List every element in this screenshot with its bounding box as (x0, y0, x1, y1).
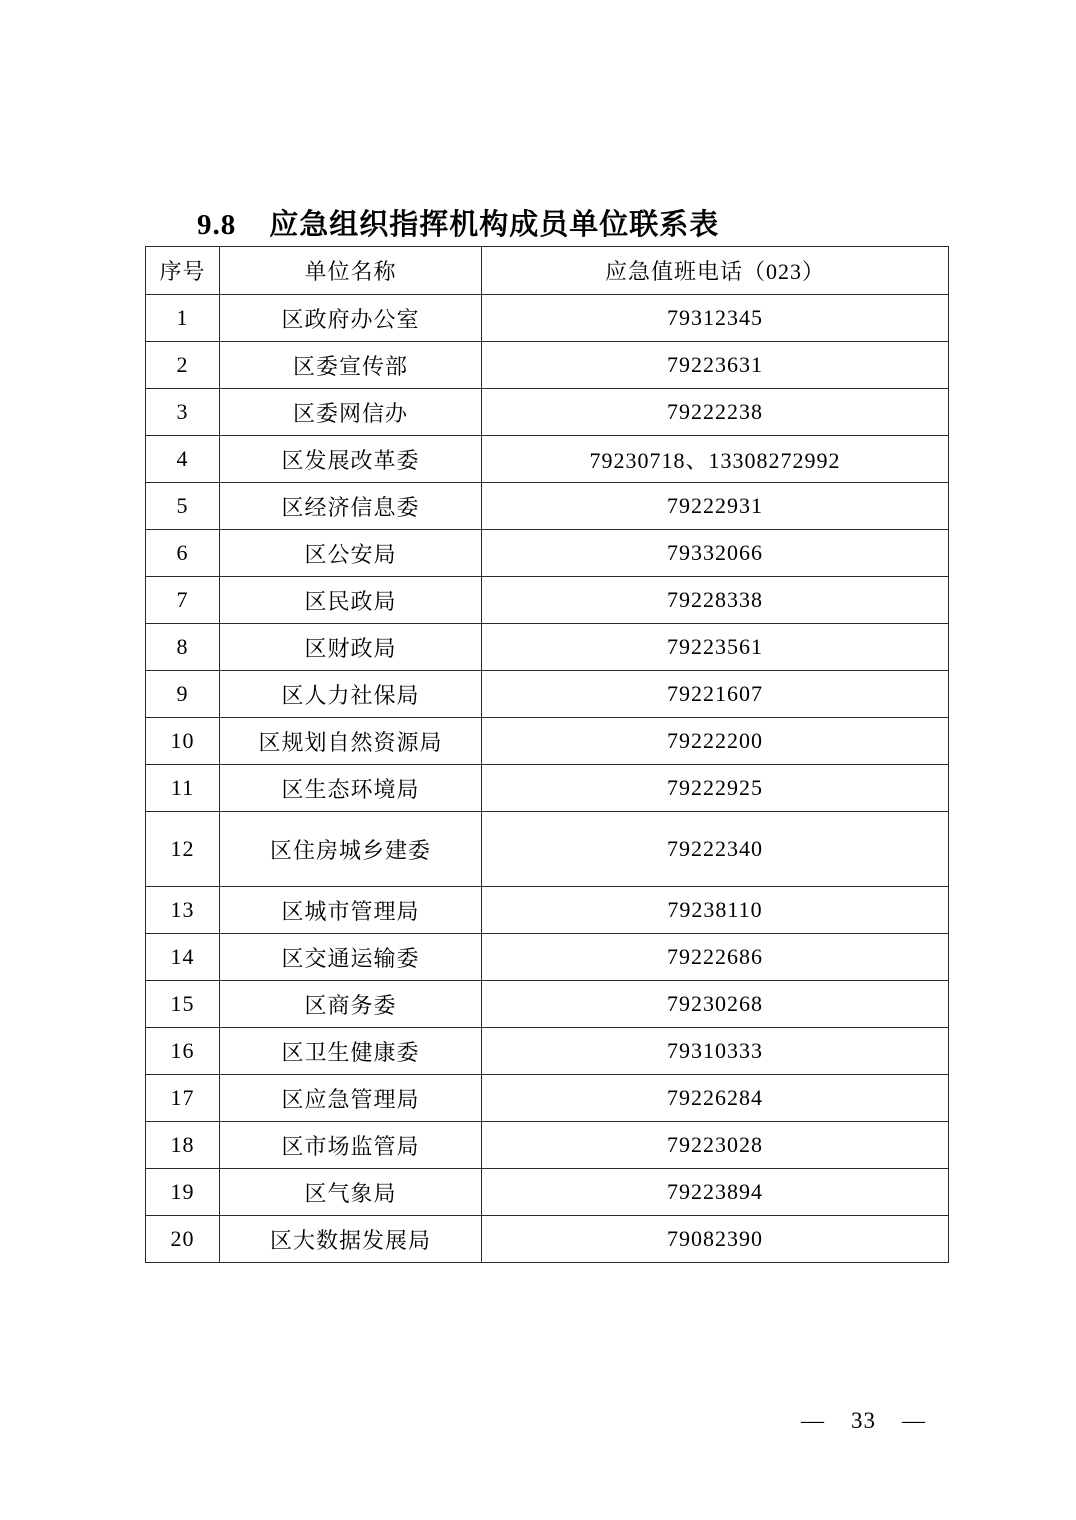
unit-name-cell: 区市场监管局 (220, 1122, 482, 1169)
unit-name-cell: 区应急管理局 (220, 1075, 482, 1122)
unit-name-cell: 区公安局 (220, 530, 482, 577)
phone-cell: 79223028 (482, 1122, 949, 1169)
table-row (146, 812, 949, 887)
phone-cell: 79310333 (482, 1028, 949, 1075)
row-number-cell: 9 (146, 671, 220, 718)
table-row (146, 887, 949, 934)
section-title: 应急组织指挥机构成员单位联系表 (269, 209, 720, 241)
table-row (146, 342, 949, 389)
row-number-cell: 7 (146, 577, 220, 624)
unit-name-cell: 区大数据发展局 (220, 1216, 482, 1263)
phone-cell: 79332066 (482, 530, 949, 577)
unit-name-cell: 区交通运输委 (220, 934, 482, 981)
unit-name-cell: 区民政局 (220, 577, 482, 624)
phone-cell: 79082390 (482, 1216, 949, 1263)
row-number-cell: 8 (146, 624, 220, 671)
phone-cell: 79223631 (482, 342, 949, 389)
unit-name-cell: 区委网信办 (220, 389, 482, 436)
row-number-cell: 18 (146, 1122, 220, 1169)
row-number-cell: 11 (146, 765, 220, 812)
footer-left-dash: — (801, 1408, 825, 1433)
phone-cell: 79222931 (482, 483, 949, 530)
unit-name-cell: 区商务委 (220, 981, 482, 1028)
section-number: 9.8 (197, 209, 237, 241)
page-footer (0, 1408, 1076, 1434)
phone-cell: 79222925 (482, 765, 949, 812)
unit-name-cell: 区财政局 (220, 624, 482, 671)
row-number-cell: 3 (146, 389, 220, 436)
row-number-cell: 17 (146, 1075, 220, 1122)
unit-name-cell: 区城市管理局 (220, 887, 482, 934)
row-number-cell: 5 (146, 483, 220, 530)
table-row (146, 389, 949, 436)
phone-cell: 79223561 (482, 624, 949, 671)
section-heading (197, 202, 719, 243)
page-number: 33 (851, 1408, 876, 1433)
row-number-cell: 20 (146, 1216, 220, 1263)
table-row (146, 981, 949, 1028)
table-row (146, 436, 949, 483)
row-number-cell: 15 (146, 981, 220, 1028)
unit-name-cell: 区委宣传部 (220, 342, 482, 389)
phone-cell: 79222200 (482, 718, 949, 765)
phone-cell: 79230268 (482, 981, 949, 1028)
table-row (146, 577, 949, 624)
header-cell-unit: 单位名称 (220, 247, 482, 295)
phone-cell: 79222340 (482, 812, 949, 887)
row-number-cell: 2 (146, 342, 220, 389)
table-row (146, 483, 949, 530)
table-row (146, 1216, 949, 1263)
table-row (146, 671, 949, 718)
table-row (146, 1028, 949, 1075)
table-row (146, 624, 949, 671)
row-number-cell: 12 (146, 812, 220, 887)
unit-name-cell: 区住房城乡建委 (220, 812, 482, 887)
row-number-cell: 14 (146, 934, 220, 981)
phone-cell: 79312345 (482, 295, 949, 342)
table-row (146, 718, 949, 765)
phone-cell: 79228338 (482, 577, 949, 624)
phone-cell: 79230718、13308272992 (482, 436, 949, 483)
table-body (146, 295, 949, 1263)
unit-name-cell: 区生态环境局 (220, 765, 482, 812)
table-row (146, 1122, 949, 1169)
table-row (146, 1169, 949, 1216)
unit-name-cell: 区经济信息委 (220, 483, 482, 530)
table-row (146, 765, 949, 812)
table-row (146, 934, 949, 981)
table-row (146, 295, 949, 342)
row-number-cell: 6 (146, 530, 220, 577)
footer-right-dash: — (902, 1408, 926, 1433)
table-row (146, 530, 949, 577)
phone-cell: 79222686 (482, 934, 949, 981)
table-header (146, 247, 949, 295)
phone-cell: 79226284 (482, 1075, 949, 1122)
table-row (146, 1075, 949, 1122)
unit-name-cell: 区卫生健康委 (220, 1028, 482, 1075)
row-number-cell: 13 (146, 887, 220, 934)
phone-cell: 79222238 (482, 389, 949, 436)
unit-name-cell: 区政府办公室 (220, 295, 482, 342)
header-cell-phone: 应急值班电话（023） (482, 247, 949, 295)
header-cell-no: 序号 (146, 247, 220, 295)
row-number-cell: 4 (146, 436, 220, 483)
row-number-cell: 1 (146, 295, 220, 342)
unit-name-cell: 区人力社保局 (220, 671, 482, 718)
unit-name-cell: 区气象局 (220, 1169, 482, 1216)
row-number-cell: 16 (146, 1028, 220, 1075)
row-number-cell: 10 (146, 718, 220, 765)
emergency-contact-table (145, 246, 949, 1263)
unit-name-cell: 区发展改革委 (220, 436, 482, 483)
phone-cell: 79221607 (482, 671, 949, 718)
phone-cell: 79223894 (482, 1169, 949, 1216)
header-row (146, 247, 949, 295)
unit-name-cell: 区规划自然资源局 (220, 718, 482, 765)
row-number-cell: 19 (146, 1169, 220, 1216)
phone-cell: 79238110 (482, 887, 949, 934)
